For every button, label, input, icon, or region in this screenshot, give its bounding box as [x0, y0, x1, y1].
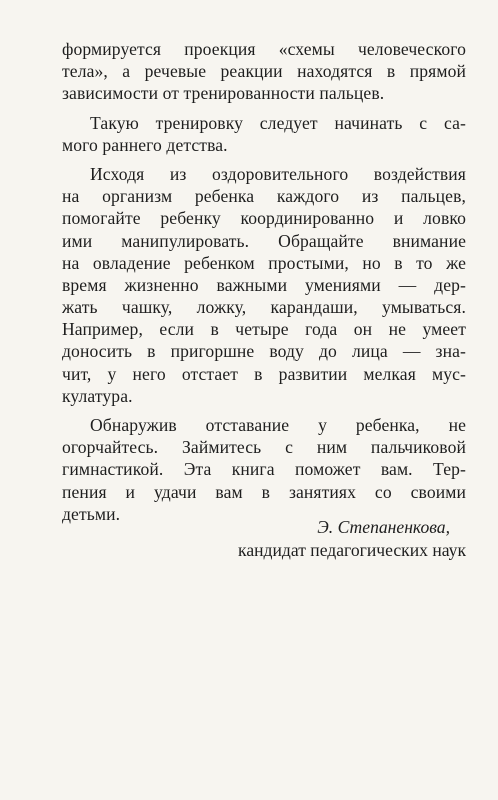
signature-author: Э. Степаненкова, [317, 517, 450, 537]
text-line: гимнастикой. Эта книга поможет вам. Тер- [62, 459, 466, 480]
paragraph-4 [62, 414, 466, 525]
text-line: тела», а речевые реакции находятся в прямой [62, 61, 466, 82]
text-line: Например, если в четыре года он не умеет [62, 319, 466, 340]
text-line: зависимости от тренированности пальцев. [62, 83, 385, 104]
text-line: мого раннего детства. [62, 134, 228, 155]
text-line: чит, у него отстает в развитии мелкая мус- [62, 363, 466, 384]
paragraph-3 [62, 163, 466, 407]
text-line: ими манипулировать. Обращайте внимание [62, 230, 466, 251]
text-line: кулатура. [62, 385, 133, 406]
paragraph-1 [62, 38, 466, 105]
paragraph-2 [62, 112, 466, 156]
text-line: на организм ребенка каждого из пальцев, [62, 186, 466, 207]
text-line: формируется проекция «схемы человеческого [62, 39, 466, 59]
text-line: жать чашку, ложку, карандаши, умываться. [62, 297, 466, 318]
text-line: Такую тренировку следует начинать с са- [90, 112, 466, 133]
text-line: Обнаружив отставание у ребенка, не [90, 415, 466, 435]
signature-block [62, 516, 466, 562]
text-line: пения и удачи вам в занятиях со своими [62, 481, 466, 502]
text-line: на овладение ребенком простыми, но в то же [62, 252, 466, 273]
text-line: детьми. [62, 503, 121, 524]
document-body [62, 38, 466, 532]
text-line: Исходя из оздоровительного воздействия [90, 163, 466, 184]
text-line: огорчайтесь. Займитесь с ним пальчиковой [62, 437, 466, 458]
text-line: время жизненно важными умениями — дер- [62, 274, 466, 295]
text-line: доносить в пригоршне воду до лица — зна- [62, 341, 466, 362]
text-line: помогайте ребенку координированно и ловко [62, 208, 466, 229]
signature-title: кандидат педагогических наук [238, 540, 466, 560]
